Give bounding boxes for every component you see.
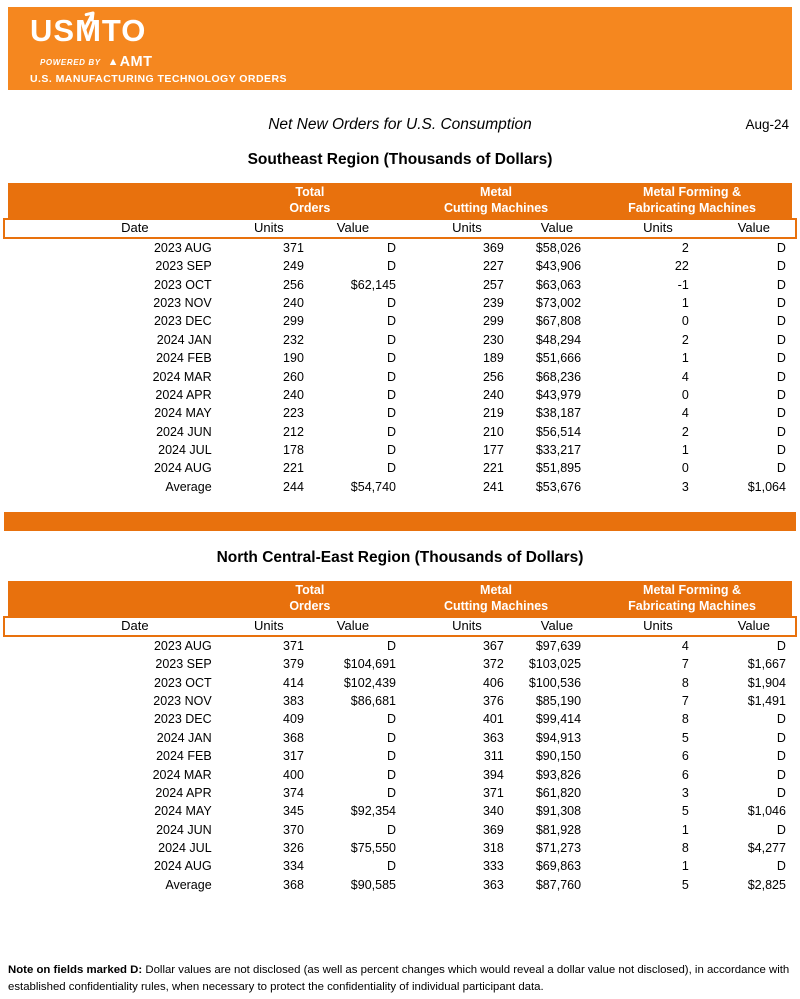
units-cell: 0 — [681, 461, 689, 476]
region-title: North Central-East Region (Thousands of Dollars) — [216, 549, 584, 566]
separator-bar — [4, 512, 796, 531]
note-text: Dollar values are not disclosed (as well as percent changes which would reveal a dollar value not disclosed), in accordance with established confidentiality rules, when necessary to protect the confidentiality of individual participant data. — [8, 964, 790, 993]
date-cell: 2023 NOV — [153, 296, 212, 311]
units-cell: 219 — [482, 406, 504, 421]
usmto-banner — [8, 7, 792, 90]
table-row — [8, 766, 792, 784]
units-cell: 7 — [681, 694, 689, 709]
table-row — [8, 478, 792, 496]
units-cell: 5 — [681, 877, 689, 892]
value-cell: $58,026 — [535, 241, 582, 255]
units-cell: 299 — [482, 314, 504, 329]
units-cell: 1 — [681, 351, 689, 366]
value-cell: $38,187 — [535, 406, 582, 421]
units-cell: 210 — [482, 424, 504, 439]
value-cell: D — [776, 822, 786, 837]
value-cell: $97,639 — [535, 639, 582, 653]
value-cell: D — [776, 351, 786, 366]
table-row — [8, 423, 792, 441]
group-label-line: Orders — [289, 200, 331, 215]
value-cell: $103,025 — [528, 657, 582, 672]
value-cell: $62,145 — [350, 277, 396, 292]
value-cell: $73,002 — [535, 296, 582, 311]
units-cell: 340 — [482, 804, 504, 819]
value-cell: $100,536 — [528, 675, 582, 690]
table-row — [8, 294, 792, 312]
units-cell: 230 — [482, 332, 504, 347]
value-cell: D — [776, 387, 786, 402]
group-label-line: Metal — [480, 583, 512, 597]
value-cell: $67,808 — [535, 314, 582, 329]
date-column-header: Date — [121, 618, 149, 633]
powered-by-line — [40, 54, 152, 70]
value-cell: D — [386, 406, 396, 421]
units-cell: 326 — [283, 840, 304, 855]
value-cell: D — [776, 767, 786, 782]
group-label-line: Metal — [480, 185, 512, 199]
group-label-line: Fabricating Machines — [628, 598, 756, 613]
group-label-line: Total — [295, 583, 325, 597]
value-cell: D — [386, 351, 396, 366]
value-cell: $99,414 — [535, 712, 582, 727]
value-cell: D — [776, 241, 786, 255]
date-cell: 2023 AUG — [153, 639, 212, 653]
value-cell: D — [776, 749, 786, 764]
table-row — [8, 747, 792, 765]
table-row — [8, 349, 792, 367]
value-cell: $1,904 — [747, 675, 786, 690]
table-subheader — [3, 218, 797, 239]
date-cell: 2023 SEP — [155, 259, 212, 274]
units-cell: 4 — [681, 369, 689, 384]
table-row — [8, 276, 792, 294]
table-row — [8, 386, 792, 404]
table-group-header — [8, 581, 792, 616]
value-cell: D — [776, 639, 786, 653]
units-cell: 257 — [482, 277, 504, 292]
units-cell: -1 — [677, 277, 689, 292]
band-spacer — [8, 183, 220, 218]
value-cell: $54,740 — [350, 479, 396, 494]
date-cell: 2024 FEB — [156, 749, 212, 764]
value-cell: $68,236 — [535, 369, 582, 384]
table-row — [8, 692, 792, 710]
units-cell: 241 — [482, 479, 504, 494]
units-cell: 379 — [283, 657, 304, 672]
units-cell: 8 — [681, 675, 689, 690]
units-cell: 0 — [681, 387, 689, 402]
value-cell: $33,217 — [535, 442, 582, 457]
date-cell: 2024 JUL — [158, 442, 212, 457]
value-cell: D — [386, 424, 396, 439]
north-central-east-region-section — [0, 549, 800, 894]
date-cell: 2024 JAN — [156, 332, 212, 347]
date-cell: 2023 AUG — [153, 241, 212, 255]
table-body — [8, 239, 792, 496]
value-cell: $104,691 — [343, 657, 396, 672]
value-cell: $1,064 — [747, 479, 786, 494]
table-row — [8, 459, 792, 477]
value-cell: D — [386, 712, 396, 727]
units-cell: 2 — [681, 332, 689, 347]
report-period: Aug-24 — [745, 117, 789, 132]
value-column-header: Value — [540, 618, 574, 633]
table-row — [8, 876, 792, 894]
disclosure-note — [8, 962, 790, 995]
value-cell: $53,676 — [535, 479, 582, 494]
units-cell: 368 — [283, 730, 304, 745]
units-cell: 376 — [482, 694, 504, 709]
units-cell: 383 — [283, 694, 304, 709]
units-cell: 334 — [283, 859, 304, 874]
table-row — [8, 784, 792, 802]
units-column-header: Units — [643, 618, 673, 633]
units-cell: 370 — [283, 822, 304, 837]
units-cell: 232 — [283, 332, 304, 347]
value-cell: D — [386, 639, 396, 653]
value-cell: D — [776, 461, 786, 476]
units-cell: 345 — [283, 804, 304, 819]
units-cell: 240 — [283, 387, 304, 402]
units-cell: 244 — [283, 479, 304, 494]
units-cell: 240 — [283, 296, 304, 311]
table-row — [8, 674, 792, 692]
value-cell: $86,681 — [350, 694, 396, 709]
banner-tagline: U.S. MANUFACTURING TECHNOLOGY ORDERS — [30, 73, 287, 85]
value-cell: D — [776, 785, 786, 800]
units-cell: 372 — [482, 657, 504, 672]
units-cell: 239 — [482, 296, 504, 311]
value-cell: D — [386, 296, 396, 311]
units-cell: 260 — [283, 369, 304, 384]
table-row — [8, 710, 792, 728]
date-cell: 2024 MAR — [152, 369, 212, 384]
value-column-header: Value — [737, 618, 771, 633]
value-cell: $90,150 — [535, 749, 582, 764]
table-row — [8, 839, 792, 857]
date-cell: 2024 JUN — [156, 822, 212, 837]
value-cell: $90,585 — [350, 877, 396, 892]
value-cell: $75,550 — [350, 840, 396, 855]
units-cell: 4 — [681, 406, 689, 421]
date-cell: Average — [165, 479, 212, 494]
units-cell: 8 — [681, 840, 689, 855]
region-title: Southeast Region (Thousands of Dollars) — [247, 151, 553, 168]
region-table — [8, 183, 792, 496]
units-cell: 221 — [482, 461, 504, 476]
group-label-line: Fabricating Machines — [628, 200, 756, 215]
units-cell: 1 — [681, 296, 689, 311]
table-row — [8, 239, 792, 257]
date-cell: 2024 AUG — [153, 461, 212, 476]
table-row — [8, 857, 792, 875]
value-cell: D — [386, 442, 396, 457]
date-column-header: Date — [121, 220, 149, 235]
value-cell: $63,063 — [535, 277, 582, 292]
group-label-line: Metal Forming & — [643, 583, 741, 597]
group-metal-cutting — [400, 581, 592, 616]
group-total-orders — [220, 581, 400, 616]
value-cell: $71,273 — [535, 840, 582, 855]
units-cell: 1 — [681, 859, 689, 874]
units-column-header: Units — [452, 618, 482, 633]
date-cell: 2024 APR — [155, 785, 212, 800]
date-cell: 2023 DEC — [153, 712, 212, 727]
value-cell: D — [386, 730, 396, 745]
value-cell: D — [776, 332, 786, 347]
units-cell: 6 — [681, 767, 689, 782]
table-row — [8, 257, 792, 275]
value-cell: D — [386, 822, 396, 837]
group-label-line: Orders — [289, 598, 331, 613]
table-row — [8, 331, 792, 349]
units-cell: 363 — [482, 730, 504, 745]
units-cell: 212 — [283, 424, 304, 439]
value-cell: D — [776, 259, 786, 274]
units-cell: 223 — [283, 406, 304, 421]
units-column-header: Units — [643, 220, 673, 235]
region-table — [8, 581, 792, 894]
value-cell: D — [386, 859, 396, 874]
date-cell: 2023 OCT — [154, 277, 212, 292]
value-cell: $102,439 — [343, 675, 396, 690]
units-cell: 2 — [681, 424, 689, 439]
units-cell: 0 — [681, 314, 689, 329]
units-cell: 1 — [681, 822, 689, 837]
units-cell: 406 — [482, 675, 504, 690]
report-title: Net New Orders for U.S. Consumption — [268, 116, 532, 133]
units-cell: 318 — [482, 840, 504, 855]
units-cell: 371 — [283, 639, 304, 653]
group-metal-forming — [592, 183, 792, 218]
value-cell: $92,354 — [350, 804, 396, 819]
table-row — [8, 441, 792, 459]
band-spacer — [8, 581, 220, 616]
usmto-logo: USMTO — [30, 13, 147, 48]
units-cell: 8 — [681, 712, 689, 727]
units-cell: 394 — [482, 767, 504, 782]
units-cell: 227 — [482, 259, 504, 274]
units-cell: 2 — [681, 241, 689, 255]
group-label-line: Cutting Machines — [443, 200, 549, 215]
value-cell: D — [386, 767, 396, 782]
value-cell: D — [776, 406, 786, 421]
amt-logo: AMT — [119, 54, 153, 70]
value-cell: $91,308 — [535, 804, 582, 819]
value-cell: $1,491 — [747, 694, 786, 709]
value-cell: D — [776, 277, 786, 292]
units-cell: 190 — [283, 351, 304, 366]
group-label-line: Metal Forming & — [643, 185, 741, 199]
value-column-header: Value — [540, 220, 574, 235]
amt-triangle-icon: ▲ — [107, 55, 119, 68]
value-cell: D — [776, 712, 786, 727]
value-cell: D — [776, 442, 786, 457]
value-cell: D — [386, 749, 396, 764]
units-cell: 311 — [483, 749, 504, 764]
value-cell: $51,666 — [535, 351, 582, 366]
date-cell: 2024 JUL — [158, 840, 212, 855]
value-cell: D — [386, 461, 396, 476]
value-cell: D — [386, 387, 396, 402]
value-cell: $61,820 — [535, 785, 582, 800]
units-cell: 189 — [482, 351, 504, 366]
units-column-header: Units — [452, 220, 482, 235]
value-cell: D — [386, 785, 396, 800]
date-cell: 2023 SEP — [155, 657, 212, 672]
date-cell: Average — [165, 877, 212, 892]
value-cell: $94,913 — [535, 730, 582, 745]
value-cell: D — [386, 259, 396, 274]
units-cell: 363 — [482, 877, 504, 892]
value-cell: $2,825 — [747, 877, 786, 892]
units-cell: 367 — [482, 639, 504, 653]
table-row — [8, 368, 792, 386]
units-cell: 6 — [681, 749, 689, 764]
value-cell: $87,760 — [535, 877, 582, 892]
units-cell: 317 — [283, 749, 304, 764]
group-label-line: Cutting Machines — [443, 598, 549, 613]
value-cell: $4,277 — [747, 840, 786, 855]
units-cell: 240 — [482, 387, 504, 402]
units-cell: 256 — [482, 369, 504, 384]
units-column-header: Units — [253, 618, 284, 633]
value-cell: $43,979 — [535, 387, 582, 402]
value-cell: $93,826 — [535, 767, 582, 782]
table-body — [8, 637, 792, 894]
date-cell: 2024 APR — [155, 387, 212, 402]
date-cell: 2023 OCT — [154, 675, 212, 690]
units-cell: 369 — [482, 241, 504, 255]
units-cell: 371 — [283, 241, 304, 255]
table-row — [8, 655, 792, 673]
group-total-orders — [220, 183, 400, 218]
group-label-line: Total — [295, 185, 325, 199]
value-cell: D — [386, 241, 396, 255]
date-cell: 2024 FEB — [156, 351, 212, 366]
date-cell: 2023 NOV — [153, 694, 212, 709]
units-cell: 221 — [283, 461, 304, 476]
value-cell: D — [776, 859, 786, 874]
table-subheader — [3, 616, 797, 637]
date-cell: 2024 AUG — [153, 859, 212, 874]
value-cell: D — [776, 314, 786, 329]
value-cell: $1,046 — [747, 804, 786, 819]
units-cell: 178 — [283, 442, 304, 457]
value-cell: D — [776, 730, 786, 745]
date-cell: 2024 MAY — [154, 804, 212, 819]
value-cell: D — [386, 332, 396, 347]
units-cell: 369 — [482, 822, 504, 837]
units-cell: 371 — [482, 785, 504, 800]
value-cell: D — [386, 369, 396, 384]
date-cell: 2024 JAN — [156, 730, 212, 745]
arrow-up-icon — [78, 7, 102, 33]
table-row — [8, 404, 792, 422]
units-cell: 256 — [283, 277, 304, 292]
units-cell: 414 — [283, 675, 304, 690]
units-cell: 409 — [283, 712, 304, 727]
table-row — [8, 729, 792, 747]
units-cell: 5 — [681, 804, 689, 819]
value-cell: $56,514 — [535, 424, 582, 439]
units-cell: 401 — [482, 712, 504, 727]
date-cell: 2023 DEC — [153, 314, 212, 329]
southeast-region-section — [0, 151, 800, 496]
units-cell: 3 — [681, 785, 689, 800]
units-cell: 5 — [681, 730, 689, 745]
units-cell: 333 — [482, 859, 504, 874]
units-cell: 400 — [283, 767, 304, 782]
value-cell: $48,294 — [535, 332, 582, 347]
units-cell: 368 — [283, 877, 304, 892]
units-column-header: Units — [253, 220, 284, 235]
value-cell: $1,667 — [747, 657, 786, 672]
units-cell: 374 — [283, 785, 304, 800]
value-cell: $51,895 — [535, 461, 582, 476]
table-group-header — [8, 183, 792, 218]
date-cell: 2024 MAR — [152, 767, 212, 782]
units-cell: 3 — [681, 479, 689, 494]
value-cell: D — [386, 314, 396, 329]
group-metal-cutting — [400, 183, 592, 218]
value-cell: $69,863 — [535, 859, 582, 874]
value-column-header: Value — [737, 220, 771, 235]
table-row — [8, 821, 792, 839]
units-cell: 22 — [674, 259, 689, 274]
table-row — [8, 802, 792, 820]
value-cell: $81,928 — [535, 822, 582, 837]
value-cell: $85,190 — [535, 694, 582, 709]
table-row — [8, 637, 792, 655]
value-cell: $43,906 — [535, 259, 582, 274]
value-cell: D — [776, 424, 786, 439]
units-cell: 1 — [681, 442, 689, 457]
value-column-header: Value — [336, 220, 370, 235]
date-cell: 2024 MAY — [154, 406, 212, 421]
note-label: Note on fields marked D: — [8, 964, 143, 976]
date-cell: 2024 JUN — [156, 424, 212, 439]
table-row — [8, 312, 792, 330]
units-cell: 177 — [482, 442, 504, 457]
value-column-header: Value — [336, 618, 370, 633]
units-cell: 7 — [681, 657, 689, 672]
units-cell: 4 — [681, 639, 689, 653]
value-cell: D — [776, 369, 786, 384]
units-cell: 299 — [283, 314, 304, 329]
powered-by-label: POWERED BY — [40, 57, 101, 67]
units-cell: 249 — [283, 259, 304, 274]
value-cell: D — [776, 296, 786, 311]
group-metal-forming — [592, 581, 792, 616]
